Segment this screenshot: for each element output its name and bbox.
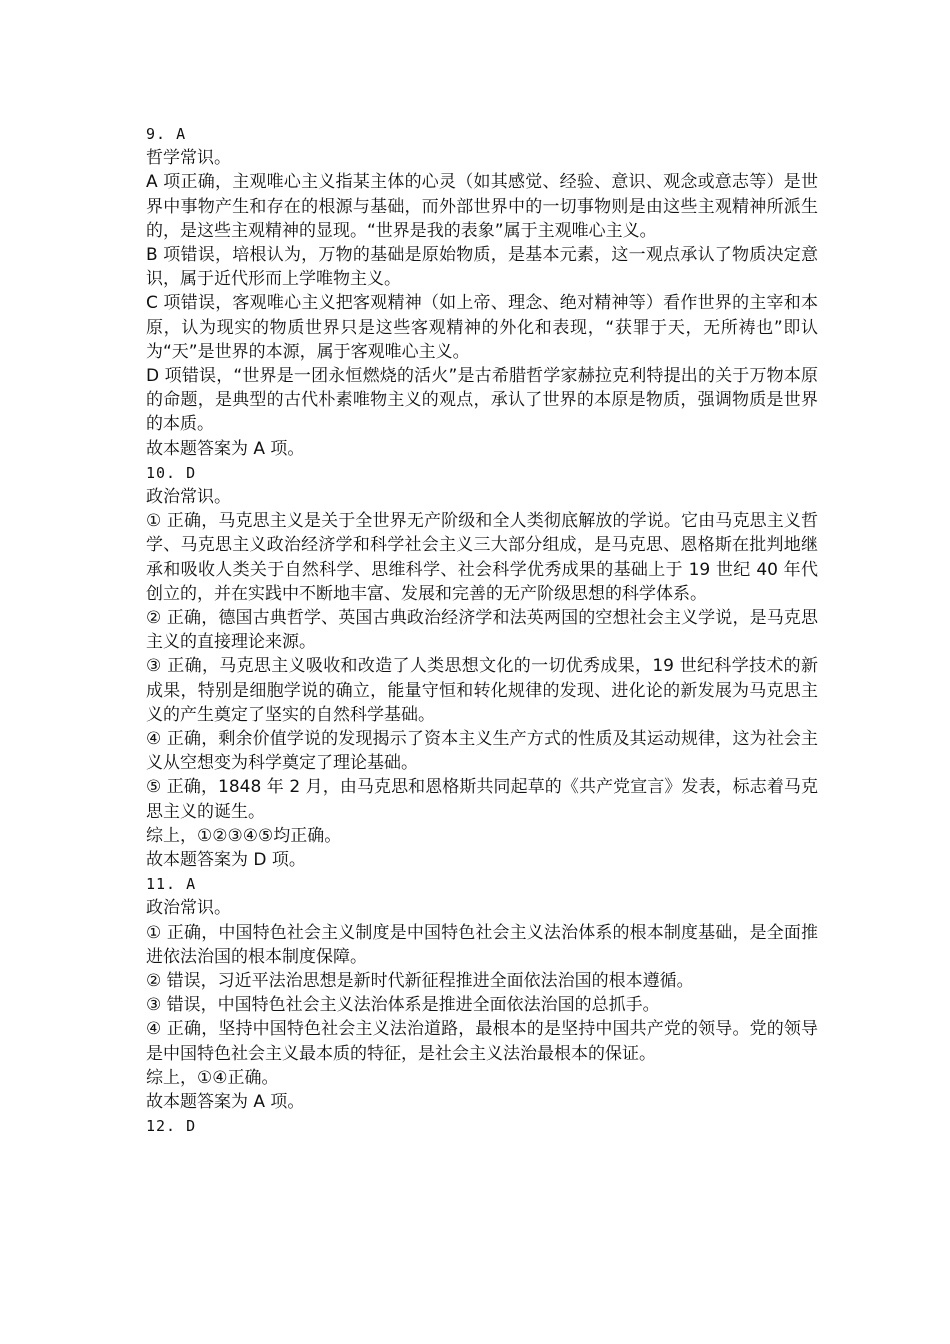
explanation-9-option-c: C 项错误，客观唯心主义把客观精神（如上帝、理念、绝对精神等）看作世界的主宰和本原，认为现实的物质世界只是这些客观精神的外化和表现，“获罪于天，无所祷也”即认为“天”是世界的本源，属于客观唯心主义。 (146, 293, 818, 362)
explanation-9-option-d: D 项错误，“世界是一团永恒燃烧的活火”是古希腊哲学家赫拉克利特提出的关于万物本原的命题，是典型的古代朴素唯物主义的观点，承认了世界的本原是物质，强调物质是世界的本质。 (146, 366, 818, 435)
answer-number-10: 10. D (146, 463, 197, 482)
summary-11: 综上，①④正确。 (146, 1067, 279, 1088)
conclusion-11: 故本题答案为 A 项。 (146, 1092, 305, 1113)
conclusion-9: 故本题答案为 A 项。 (146, 438, 305, 459)
explanation-10-item-3: ③ 正确，马克思主义吸收和改造了人类思想文化的一切优秀成果，19 世纪科学技术的新成果，特别是细胞学说的确立，能量守恒和转化规律的发现、进化论的新发展为马克思主义的产生奠定了坚实的自然科学基础。 (146, 656, 818, 725)
explanation-11-item-2: ② 错误，习近平法治思想是新时代新征程推进全面依法治国的根本遵循。 (146, 971, 694, 992)
explanation-10-item-2: ② 正确，德国古典哲学、英国古典政治经济学和法英两国的空想社会主义学说，是马克思主义的直接理论来源。 (146, 608, 818, 653)
conclusion-10: 故本题答案为 D 项。 (146, 850, 306, 871)
section-label-politics: 政治常识。 (146, 898, 231, 919)
explanation-9-option-a: A 项正确，主观唯心主义指某主体的心灵（如其感觉、经验、意识、观念或意志等）是世界中事物产生和存在的根源与基础，而外部世界中的一切事物则是由这些主观精神所派生的，是这些主观精神的显现。“世界是我的表象”属于主观唯心主义。 (146, 172, 818, 241)
explanation-11-item-1: ① 正确，中国特色社会主义制度是中国特色社会主义法治体系的根本制度基础，是全面推进依法治国的根本制度保障。 (146, 922, 818, 967)
answer-number-9: 9. A (146, 125, 187, 143)
explanation-10-item-5: ⑤ 正确，1848 年 2 月，由马克思和恩格斯共同起草的《共产党宣言》发表，标志着马克思主义的诞生。 (146, 777, 818, 822)
answer-number-12: 12. D (146, 1117, 197, 1136)
answer-number-11: 11. A (146, 875, 197, 894)
document-page (146, 122, 818, 1138)
section-label-philosophy: 哲学常识。 (146, 148, 231, 169)
explanation-11-item-3: ③ 错误，中国特色社会主义法治体系是推进全面依法治国的总抓手。 (146, 995, 660, 1016)
explanation-11-item-4: ④ 正确，坚持中国特色社会主义法治道路，最根本的是坚持中国共产党的领导。党的领导是中国特色社会主义最本质的特征，是社会主义法治最根本的保证。 (146, 1019, 818, 1064)
section-label-politics: 政治常识。 (146, 487, 231, 508)
explanation-10-item-4: ④ 正确，剩余价值学说的发现揭示了资本主义生产方式的性质及其运动规律，这为社会主义从空想变为科学奠定了理论基础。 (146, 729, 818, 774)
summary-10: 综上，①②③④⑤均正确。 (146, 825, 342, 846)
explanation-9-option-b: B 项错误，培根认为，万物的基础是原始物质，是基本元素，这一观点承认了物质决定意识，属于近代形而上学唯物主义。 (146, 245, 818, 290)
explanation-10-item-1: ① 正确，马克思主义是关于全世界无产阶级和全人类彻底解放的学说。它由马克思主义哲学、马克思主义政治经济学和科学社会主义三大部分组成，是马克思、恩格斯在批判地继承和吸收人类关于自然科学、思维科学、社会科学优秀成果的基础上于 19 世纪 40 年代创立的，并在实践中不断地丰富、发展和完善的无产阶级思想的科学体系。 (146, 511, 818, 604)
